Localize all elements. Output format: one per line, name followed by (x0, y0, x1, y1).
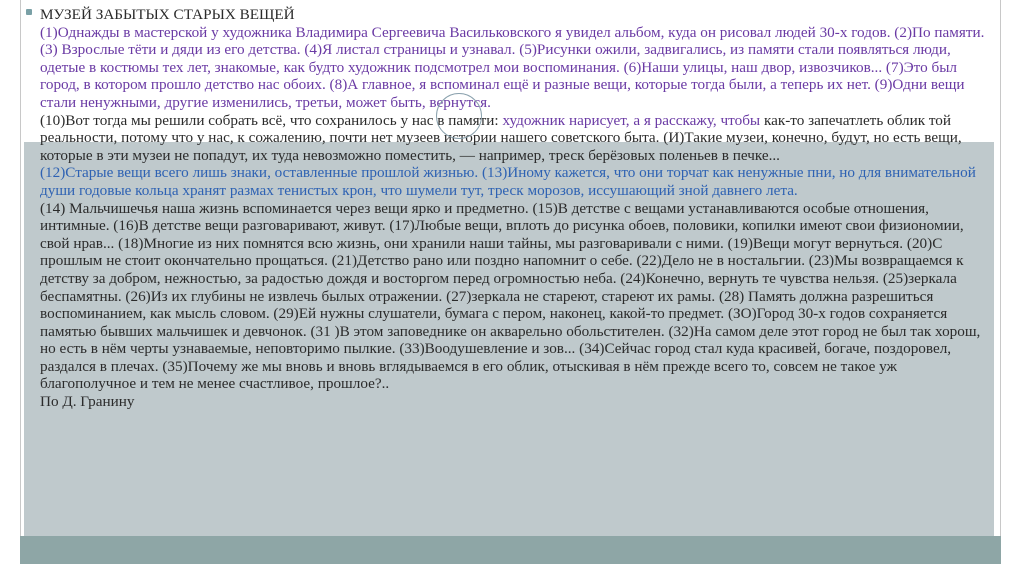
paragraph-4: (14) Мальчишечья наша жизнь вспоминается через вещи ярко и предметно. (15)В детстве с вещами устанавливаются особые отношения, интимные. (16)В детстве вещи разговаривают, живут. (17)Любые вещи, вплоть до рисунка обоев, половики, копилки имеют свои физиономии, свой нрав... (18)Многие из них помнятся всю жизнь, они хранили наши тайны, мы разговаривали с ними. (19)Вещи могут вернуться. (20)С прошлым не стоит окончательно прощаться. (21)Детство рано или поздно напомнит о себе. (22)Дело не в ностальгии. (23)Мы возвращаемся к детству за добром, нежностью, за радостью дождя и восторгом перед огромностью неба. (24)Конечно, вернуть те чувства нельзя. (25)зеркала беспамятны. (26)Из их глубины не извлечь былых отражении. (27)зеркала не стареют, стареют их рамы. (28) Память должна разрешиться воспоминанием, как мысль словом. (29)Ей нужны слушатели, бумага с пером, наконец, какой-то предмет. (ЗО)Город 30-х годов сохраняется памятью бывших мальчишек и девчонок. (31 )В этом заповеднике он акварельно обольстителен. (32)На самом деле этот город не был так хорош, но есть в нём черты узнаваемые, неповторимо пылкие. (33)Воодушевление и зов... (34)Сейчас город стал куда красивей, богаче, поздоровел, раздался в плечах. (35)Почему же мы вновь и вновь вглядываемся в его облик, отыскивая в нём прежде всего то, совсем не такое уж благополучное и тем не менее счастливое, прошлое?.. (40, 199, 981, 393)
paragraph-3: (12)Старые вещи всего лишь знаки, оставленные прошлой жизнью. (13)Иному кажется, что они торчат как ненужные пни, но для внимательной души годовые кольца хранят размах тенистых крон, что шумели тут, треск морозов, иссушающий зной давнего лета. (40, 164, 976, 199)
slide-frame-right (1000, 0, 1001, 536)
paragraph-1: (1)Однажды в мастерской у художника Владимира Сергеевича Васильковского я увидел альбом, куда он рисовал людей 30-х годов. (2)По памяти. (3) Взрослые тёти и дяди из его детства. (4)Я листал страницы и узнавал. (5)Рисунки ожили, задвигались, из памяти стали появляться люди, одетые в костюмы тех лет, знакомые, как будто художник подсмотрел мои воспоминания. (6)Наши улицы, наш двор, извозчиков... (7)Это был город, в котором прошло детство нас обоих. (8)А главное, я вспоминал ещё и разные вещи, которые тогда были, а теперь их нет. (9)Одни вещи стали ненужными, другие изменились, третьи, может быть, вернутся. (40, 23, 985, 111)
slide-frame-left (20, 0, 21, 536)
author-line: По Д. Гранину (40, 393, 135, 411)
page-title: МУЗЕЙ ЗАБЫТЫХ СТАРЫХ ВЕЩЕЙ (40, 6, 295, 23)
paragraph-2-part-a: (10)Вот тогда мы решили собрать всё, что сохранилось у нас в памяти: (40, 111, 503, 129)
paragraph-2-part-b: как-то запечатлеть облик той реальности, потому что у нас, к сожалению, почти нет музеев истории нашего советского быта. (И)Такие музеи, конечно, будут, но есть вещи, которые в эти музеи не попадут, их туда невозможно поместить, — например, треск берёзовых поленьев в печке... (40, 111, 962, 164)
text-content (28, 6, 994, 411)
paragraph-2 (28, 112, 994, 165)
bullet-square-icon (26, 9, 32, 15)
bottom-decorative-bar (20, 536, 1001, 564)
circle-annotation-icon (436, 93, 482, 139)
paragraph-2-highlight: художник нарисует, а я расскажу, чтобы (502, 111, 761, 129)
